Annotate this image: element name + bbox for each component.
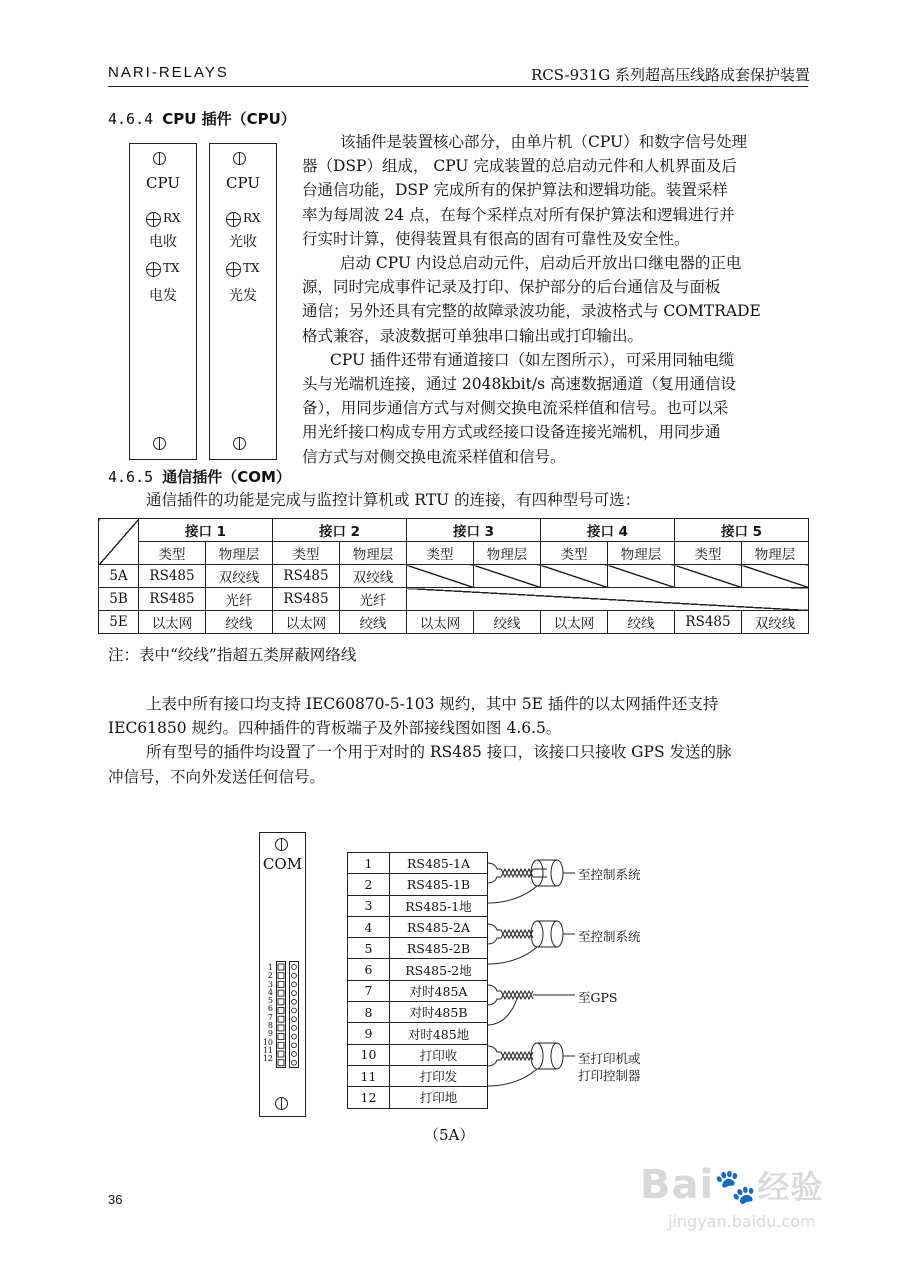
watermark-logo [640, 1162, 824, 1208]
pin-label: 7 [267, 1012, 273, 1022]
cpu-panel-electrical [129, 143, 197, 460]
cpu-panel-optical [209, 143, 277, 460]
table-row [348, 1087, 488, 1108]
terminal-number: 2 [348, 874, 390, 895]
section-cpu-title: CPU 插件（CPU） [162, 110, 296, 128]
table-row [99, 611, 809, 634]
table-row [348, 874, 488, 895]
terminal-number: 5 [348, 938, 390, 959]
terminal-label: 对时485A [390, 980, 488, 1001]
text-line: 信方式与对侧交换电流采样值和信号。 [302, 447, 566, 466]
terminal-label: RS485-2B [390, 938, 488, 959]
empty-cell [742, 565, 809, 588]
terminal-number: 3 [348, 895, 390, 916]
table-cell: 以太网 [407, 611, 474, 634]
text-line: 通信；另外还具有完整的故障录波功能，录波格式与 COMTRADE [302, 302, 761, 321]
table-row [348, 1065, 488, 1086]
pin-label: 2 [267, 971, 273, 981]
sub-header: 类型 [407, 542, 474, 565]
sub-header: 物理层 [340, 542, 407, 565]
table-cell: 双绞线 [742, 611, 809, 634]
watermark-url: jingyan.baidu.com [668, 1212, 816, 1231]
terminal-label: 打印发 [390, 1065, 488, 1086]
table-cell: 光纤 [206, 588, 273, 611]
table-row [348, 1023, 488, 1044]
text-line: CPU 插件还带有通道接口（如左图所示），可采用同轴电缆 [330, 350, 735, 369]
header-left: NARI-RELAYS [108, 64, 229, 81]
rx-port-icon [146, 212, 161, 227]
terminal-label: RS485-2A [390, 916, 488, 937]
empty-cell [474, 565, 541, 588]
terminal-label: 打印地 [390, 1087, 488, 1108]
section-cpu-number: 4.6.4 [108, 110, 154, 128]
pin-label: 12 [262, 1054, 273, 1064]
terminal-label: RS485-1地 [390, 895, 488, 916]
sub-header: 物理层 [742, 542, 809, 565]
table-cell: RS485 [675, 611, 742, 634]
table-cell: 光纤 [340, 588, 407, 611]
pin-label: 4 [267, 987, 273, 997]
ground-wire [487, 886, 537, 903]
panel-title: COM [262, 855, 303, 873]
screw-icon [275, 1097, 288, 1110]
column-header: 接口 1 [139, 519, 273, 542]
com-intro: 通信插件的功能是完成与监控计算机或 RTU 的连接，有四种型号可选： [146, 491, 641, 509]
terminal-number: 12 [348, 1087, 390, 1108]
sub-header: 物理层 [608, 542, 675, 565]
table-row [348, 980, 488, 1001]
pin-label: 1 [267, 963, 273, 972]
page-number: 36 [108, 1192, 123, 1207]
text-line: 头与光端机连接，通过 2048kbit/s 高速数据通道（复用通信设 [302, 375, 736, 394]
destination-label: 至GPS [578, 990, 618, 1005]
table-row [99, 588, 809, 611]
text-line: 该插件是装置核心部分，由单片机（CPU）和数字信号处理 [340, 133, 748, 151]
table-row [348, 916, 488, 937]
empty-cell [407, 565, 474, 588]
shield-icon [531, 921, 543, 947]
terminal-label: RS485-2地 [390, 959, 488, 980]
table-row [348, 895, 488, 916]
header-rule [108, 86, 808, 87]
terminal-number: 8 [348, 1002, 390, 1023]
terminal-number: 4 [348, 916, 390, 937]
model-cell: 5A [99, 565, 139, 588]
watermark-brand: Bai [640, 1162, 715, 1208]
twisted-pair-icon [501, 1052, 533, 1060]
table-cell: RS485 [139, 588, 206, 611]
sub-header: 物理层 [474, 542, 541, 565]
twisted-pair-icon [501, 869, 533, 877]
table-row [348, 853, 488, 874]
tx-code: TX [163, 261, 180, 275]
text-line: 率为每周波 24 点，在每个采样点对所有保护算法和逻辑进行并 [302, 205, 735, 224]
pin-label: 8 [267, 1021, 273, 1031]
terminal-number: 9 [348, 1023, 390, 1044]
terminal-number: 10 [348, 1044, 390, 1065]
table-row [348, 1044, 488, 1065]
destination-label: 至打印机或 [578, 1051, 641, 1066]
pin-label: 11 [262, 1045, 273, 1055]
empty-cell [675, 565, 742, 588]
text-line: IEC61850 规约。四种插件的背板端子及外部接线图如图 4.6.5。 [108, 719, 562, 738]
table-cell: 以太网 [139, 611, 206, 634]
panel-title: CPU [226, 174, 260, 192]
table-subheader-row [99, 542, 809, 565]
table-cell: 以太网 [273, 611, 340, 634]
sub-header: 类型 [675, 542, 742, 565]
com-paragraph [108, 692, 808, 789]
twisted-pair-icon [501, 991, 533, 999]
section-com-title: 通信插件（COM） [162, 468, 291, 486]
terminal-label: RS485-1B [390, 874, 488, 895]
table-cell: 绞线 [340, 611, 407, 634]
table-cell: RS485 [273, 588, 340, 611]
table-note: 注：表中“绞线”指超五类屏蔽网络线 [108, 646, 357, 664]
screw-icon [153, 152, 166, 165]
screw-icon [153, 437, 166, 450]
table-row [348, 1002, 488, 1023]
text-line: 用光纤接口构成专用方式或经接口设备连接光端机，用同步通 [302, 423, 721, 442]
screw-icon [233, 437, 246, 450]
com-interface-table [98, 518, 809, 634]
terminal-label: 对时485地 [390, 1023, 488, 1044]
table-cell: 双绞线 [340, 565, 407, 588]
column-header: 接口 2 [273, 519, 407, 542]
paw-icon: 🐾 [714, 1167, 758, 1207]
empty-cell [608, 565, 675, 588]
destination-label: 至控制系统 [578, 929, 641, 944]
figure-caption: （5A） [424, 1126, 475, 1144]
table-header-row [99, 519, 809, 542]
table-cell: 绞线 [474, 611, 541, 634]
rx-port-icon [226, 212, 241, 227]
table-row [348, 959, 488, 980]
terminal-number: 6 [348, 959, 390, 980]
model-cell: 5B [99, 588, 139, 611]
column-header: 接口 4 [541, 519, 675, 542]
table-cell: 绞线 [608, 611, 675, 634]
table-cell: RS485 [273, 565, 340, 588]
header-right: RCS-931G 系列超高压线路成套保护装置 [530, 66, 810, 84]
watermark-brand-cn: 经验 [757, 1168, 824, 1206]
terminal-block-icon [276, 961, 300, 1069]
tx-label: 电发 [149, 288, 177, 304]
pin-label: 6 [267, 1004, 273, 1014]
panel-title: CPU [146, 174, 180, 192]
sub-header: 物理层 [206, 542, 273, 565]
sub-header: 类型 [273, 542, 340, 565]
text-line: 台通信功能，DSP 完成所有的保护算法和逻辑功能。装置采样 [302, 181, 728, 200]
text-line: 源，同时完成事件记录及打印、保护部分的后台通信及与面板 [302, 278, 721, 297]
terminal-label: RS485-1A [390, 853, 488, 874]
shield-icon [531, 1043, 543, 1069]
column-header: 接口 5 [675, 519, 809, 542]
table-cell: RS485 [139, 565, 206, 588]
rx-label: 电收 [149, 234, 177, 250]
column-header: 接口 3 [407, 519, 541, 542]
empty-cell [541, 565, 608, 588]
wiring-diagram [487, 850, 577, 1110]
table-cell: 双绞线 [206, 565, 273, 588]
section-cpu-heading [108, 108, 296, 129]
table-cell: 绞线 [206, 611, 273, 634]
tx-port-icon [226, 262, 241, 277]
rx-label: 光收 [229, 234, 257, 250]
tx-label: 光发 [229, 288, 257, 304]
text-line: 格式兼容，录波数据可单独串口输出或打印输出。 [302, 326, 644, 345]
section-com-number: 4.6.5 [108, 468, 154, 486]
terminal-label: 对时485B [390, 1002, 488, 1023]
table-row [348, 938, 488, 959]
terminal-table [347, 852, 488, 1109]
tx-code: TX [243, 261, 260, 275]
text-line: 上表中所有接口均支持 IEC60870-5-103 规约，其中 5E 插件的以太网插件还支持 [146, 695, 719, 713]
cpu-paragraph [302, 130, 807, 469]
section-com-heading [108, 466, 291, 487]
pin-labels [260, 964, 273, 1064]
empty-cell [407, 588, 809, 611]
model-cell: 5E [99, 611, 139, 634]
pin-label: 3 [267, 979, 273, 989]
wire [487, 863, 501, 883]
twisted-pair-icon [501, 930, 533, 938]
terminal-number: 11 [348, 1065, 390, 1086]
rx-code: RX [163, 211, 181, 225]
text-line: 所有型号的插件均设置了一个用于对时的 RS485 接口，该接口只接收 GPS 发送的脉 [146, 743, 732, 762]
text-line: 行实时计算，使得装置具有很高的固有可靠性及安全性。 [302, 229, 690, 248]
text-line: 器（DSP）组成， CPU 完成装置的总启动元件和人机界面及后 [302, 157, 737, 176]
shield-icon [531, 860, 543, 886]
destination-label: 至控制系统 [578, 867, 641, 882]
sub-header: 类型 [541, 542, 608, 565]
terminal-label: 打印收 [390, 1044, 488, 1065]
pin-label: 9 [267, 1029, 273, 1039]
table-cell: 以太网 [541, 611, 608, 634]
screw-icon [275, 838, 288, 851]
terminal-number: 7 [348, 980, 390, 1001]
corner-cell [99, 519, 139, 565]
text-line: 启动 CPU 内设总启动元件，启动后开放出口继电器的正电 [340, 254, 742, 273]
screw-icon [233, 152, 246, 165]
text-line: 备），用同步通信方式与对侧交换电流采样值和信号。也可以采 [302, 399, 729, 418]
table-row [99, 565, 809, 588]
com-panel [259, 832, 306, 1117]
pin-label: 5 [267, 996, 273, 1006]
terminal-number: 1 [348, 853, 390, 874]
text-line: 冲信号，不向外发送任何信号。 [108, 767, 326, 786]
sub-header: 类型 [139, 542, 206, 565]
wire [533, 869, 547, 877]
rx-code: RX [243, 211, 261, 225]
destination-label: 打印控制器 [578, 1068, 641, 1083]
tx-port-icon [146, 262, 161, 277]
pin-label: 10 [262, 1037, 273, 1047]
